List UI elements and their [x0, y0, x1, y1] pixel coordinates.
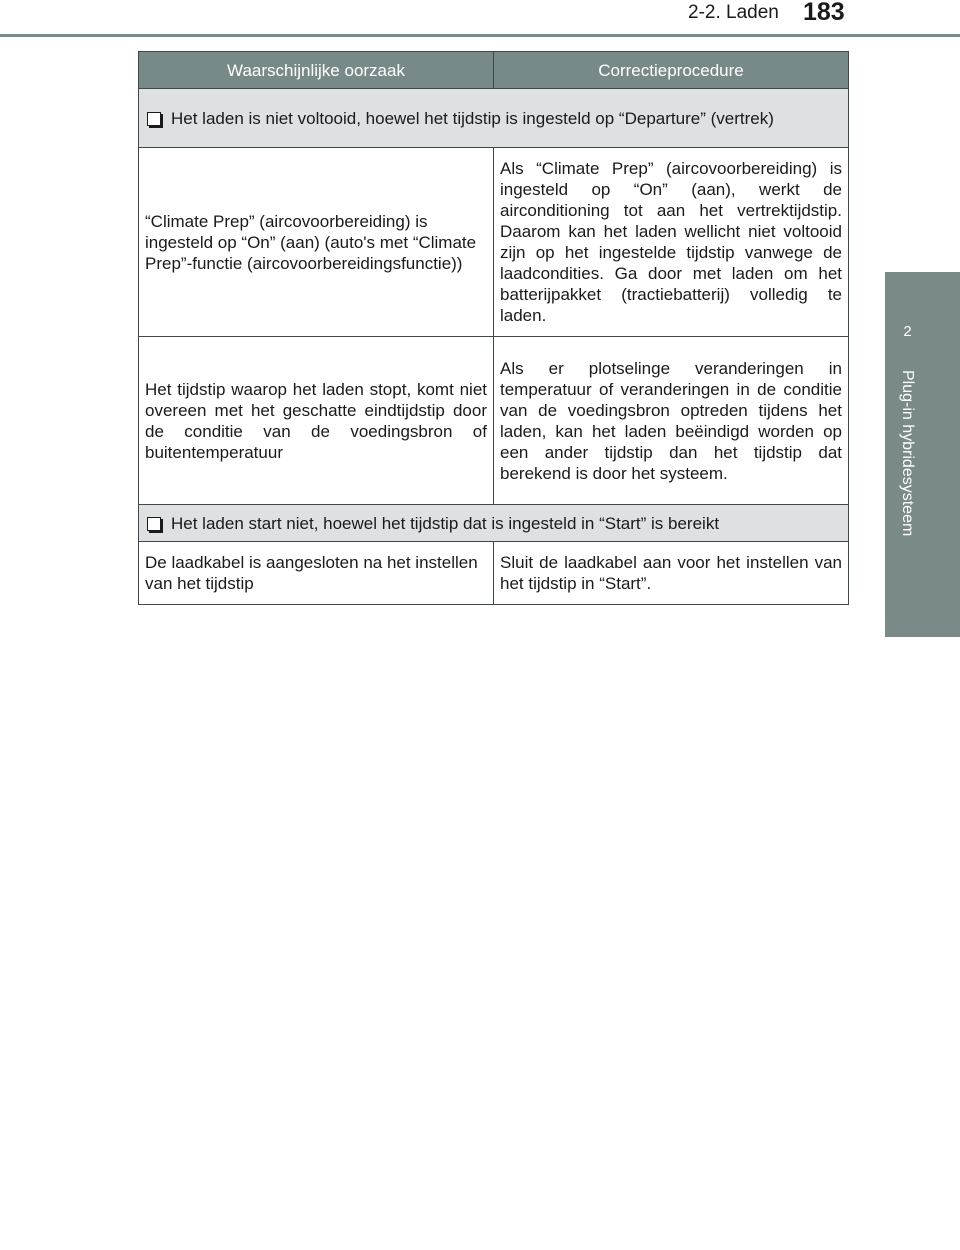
header-divider — [0, 34, 960, 37]
fix-cell: Sluit de laadkabel aan voor het instellen van het tijdstip in “Start”. — [494, 542, 849, 605]
cause-cell: Het tijdstip waarop het laden stopt, komt niet overeen met het geschatte eindtijdstip door de conditie van de voedingsbron of buitentemperatuur — [139, 337, 494, 505]
cause-cell: De laadkabel is aangesloten na het instellen van het tijdstip — [139, 542, 494, 605]
section-title: 2-2. Laden — [688, 2, 779, 23]
page-number: 183 — [803, 0, 845, 26]
table-row — [139, 337, 849, 505]
checkbox-bullet-icon — [147, 112, 161, 126]
fix-cell: Als “Climate Prep” (aircovoorbereiding) is ingesteld op “On” (aan), werkt de airconditioning tot aan het vertrektijdstip. Daarom kan het laden wellicht niet voltooid zijn op het ingestelde tijdstip vanwege de laadcondities. Ga door met laden om het batterijpakket (tractiebatterij) volledig te laden. — [494, 148, 849, 337]
checkbox-bullet-icon — [147, 517, 161, 531]
chapter-number: 2 — [903, 323, 912, 340]
table-row — [139, 148, 849, 337]
chapter-tab — [885, 272, 960, 637]
condition-row — [139, 89, 849, 148]
column-header-fix: Correctieprocedure — [494, 52, 849, 89]
condition-row — [139, 505, 849, 542]
cause-cell: “Climate Prep” (aircovoorbereiding) is ingesteld op “On” (aan) (auto's met “Climate Prep”-functie (aircovoorbereidingsfunctie)) — [139, 148, 494, 337]
column-header-cause: Waarschijnlijke oorzaak — [139, 52, 494, 89]
table-row — [139, 542, 849, 605]
table-header-row — [139, 52, 849, 89]
chapter-label: Plug-in hybridesysteem — [899, 370, 916, 537]
troubleshooting-table — [138, 51, 849, 605]
fix-cell: Als er plotselinge veranderingen in temperatuur of veranderingen in de conditie van de voedingsbron optreden tijdens het laden, kan het laden beëindigd worden op een ander tijdstip dan het tijdstip dat berekend is door het systeem. — [494, 337, 849, 505]
condition-text: Het laden is niet voltooid, hoewel het tijdstip is ingesteld op “Departure” (vertrek) — [171, 108, 774, 128]
condition-text: Het laden start niet, hoewel het tijdstip dat is ingesteld in “Start” is bereikt — [171, 513, 720, 533]
